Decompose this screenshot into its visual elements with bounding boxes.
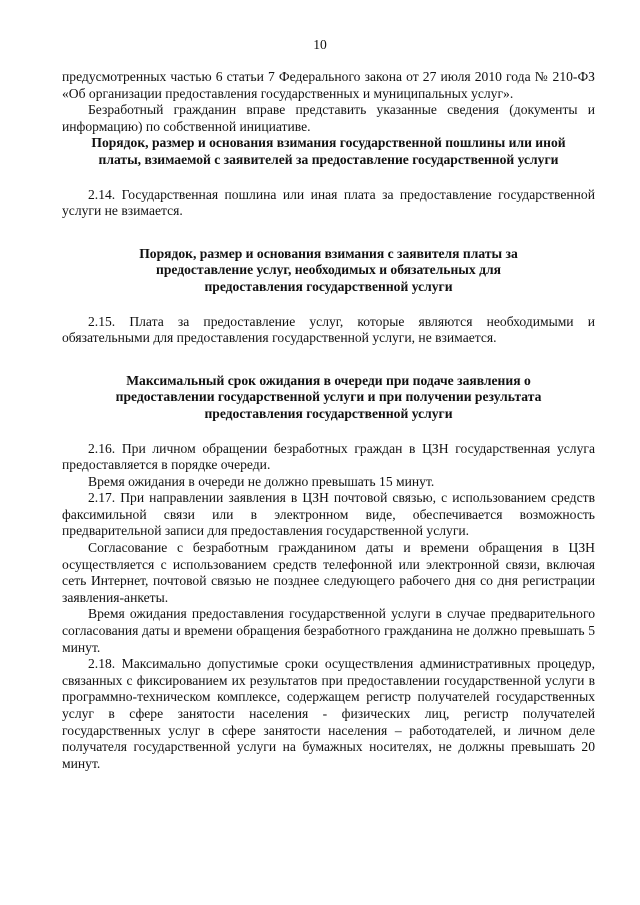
paragraph-2-15: 2.15. Плата за предоставление услуг, которые являются необходимыми и обязательными для предоставления государственной услуги, не взимается. — [62, 313, 595, 346]
paragraph-2-17: 2.17. При направлении заявления в ЦЗН почтовой связью, с использованием средств факсимильной связи или в электронном виде, обеспечивается возможность предварительной записи для предоставления государственной услуги. — [62, 490, 595, 539]
document-body — [62, 69, 595, 772]
paragraph-2-16: 2.16. При личном обращении безработных граждан в ЦЗН государственная услуга предоставляется в порядке очереди. — [62, 440, 595, 473]
section-heading-fees: Порядок, размер и основания взимания государственной пошлины или иной платы, взимаемой с заявителей за предоставление государственной услуги — [91, 135, 566, 167]
paragraph-own-initiative: Безработный гражданин вправе представить указанные сведения (документы и информацию) по собственной инициативе. — [62, 102, 595, 134]
paragraph-2-14: 2.14. Государственная пошлина или иная плата за предоставление государственной услуги не взимается. — [62, 186, 595, 219]
paragraph-continuation: предусмотренных частью 6 статьи 7 Федерального закона от 27 июля 2010 года № 210-ФЗ «Об организации предоставления государственных и муниципальных услуг». — [62, 69, 595, 101]
section-heading-waiting-time: Максимальный срок ожидания в очереди при подаче заявления о предоставлении государственной услуги и при получении результата предоставления государственной услуги — [115, 372, 542, 421]
paragraph-waiting-15-min: Время ожидания в очереди не должно превышать 15 минут. — [88, 473, 435, 489]
paragraph-waiting-5-min: Время ожидания предоставления государственной услуги в случае предварительного согласования даты и времени обращения безработного гражданина не должно превышать 5 минут. — [62, 606, 595, 655]
section-heading-service-fees: Порядок, размер и основания взимания с заявителя платы за предоставление услуг, необходимых и обязательных для предоставления государственной услуги — [139, 245, 518, 294]
paragraph-date-agreement: Согласование с безработным гражданином даты и времени обращения в ЦЗН осуществляется с использованием средств телефонной или электронной связи, включая сеть Интернет, почтовой связью не позднее следующего рабочего дня со дня регистрации заявления-анкеты. — [62, 540, 595, 605]
paragraph-2-18: 2.18. Максимально допустимые сроки осуществления административных процедур, связанных с фиксированием их результатов при предоставлении государственной услуги в программно-техническом комплексе, содержащем регистр получателей государственных услуг в сфере занятости населения - физических лиц, регистр получателей государственных услуг в сфере занятости населения – работодателей, и личном деле получателя государственной услуги на бумажных носителях, не должны превышать 20 минут. — [62, 656, 595, 771]
page-number: 10 — [313, 37, 327, 52]
